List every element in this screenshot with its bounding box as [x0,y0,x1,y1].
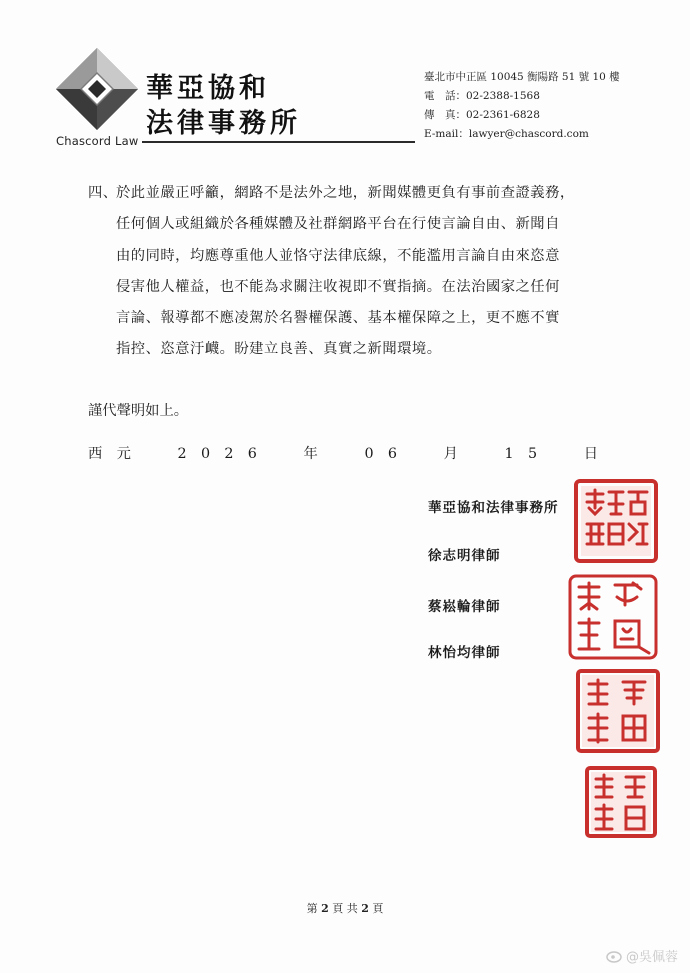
item-number: 四、 [88,185,118,201]
lawyer1-seal-icon [567,573,659,661]
date-era: 西 元 [88,446,131,462]
page-prefix: 第 [306,902,318,915]
header-divider [142,141,415,143]
lawyer2-seal-icon [575,668,661,754]
contact-block [424,68,620,144]
chascord-logo-icon [54,46,140,132]
date-day: 1 5 [504,446,538,462]
date-month: 0 6 [364,446,397,462]
paragraph-line: 言論、報導都不應凌駕於名譽權保護、基本權保障之上，更不應不實 [116,310,560,327]
phone-text: 電 話：02-2388-1568 [424,90,540,102]
date-year-unit: 年 [303,446,318,462]
firm-name-line1: 華亞協和 [146,73,270,104]
lawyer3-seal-icon [584,765,658,839]
signature-lawyer-1: 徐志明律師 [428,548,501,564]
paragraph-line: 任何個人或組織於各種媒體及社群網路平台在行使言論自由、新聞自 [116,216,560,233]
firm-seal-icon [573,478,659,564]
date-year: 2 0 2 6 [177,446,257,462]
statement-paragraph [88,178,618,366]
date-day-unit: 日 [583,446,598,462]
date-line [88,443,598,463]
watermark-text: @吳佩蓉 [625,950,678,965]
page-total: 2 [361,902,369,915]
email-text: E-mail：lawyer@chascord.com [424,128,589,140]
fax-text: 傳 真：02-2361-6828 [424,109,540,121]
date-month-unit: 月 [443,446,458,462]
page-mid: 頁 共 [332,902,358,915]
page-suffix: 頁 [372,902,384,915]
signature-firm: 華亞協和法律事務所 [428,500,559,516]
paragraph-line: 由的同時，均應尊重他人並恪守法律底線，不能濫用言論自由來恣意 [116,247,560,264]
paragraph-line: 於此並嚴正呼籲，網路不是法外之地，新聞媒體更負有事前查證義務， [116,185,575,201]
page-footer [0,900,690,916]
weibo-icon [606,949,622,963]
paragraph-line: 侵害他人權益，也不能為求關注收視即不實指摘。在法治國家之任何 [116,278,560,295]
logo-wordmark: Chascord Law [56,134,139,148]
signature-lawyer-3: 林怡均律師 [428,645,501,661]
address-text: 臺北市中正區 10045 衡陽路 51 號 10 樓 [424,71,620,83]
paragraph-line: 指控、恣意汙衊。盼建立良善、真實之新聞環境。 [116,341,442,358]
page-current: 2 [321,902,329,915]
closing-line: 謹代聲明如上。 [88,403,189,419]
watermark [606,946,678,965]
signature-lawyer-2: 蔡崧輪律師 [428,599,501,615]
firm-name-line2: 法律事務所 [146,108,301,139]
paragraph-text [88,178,618,366]
